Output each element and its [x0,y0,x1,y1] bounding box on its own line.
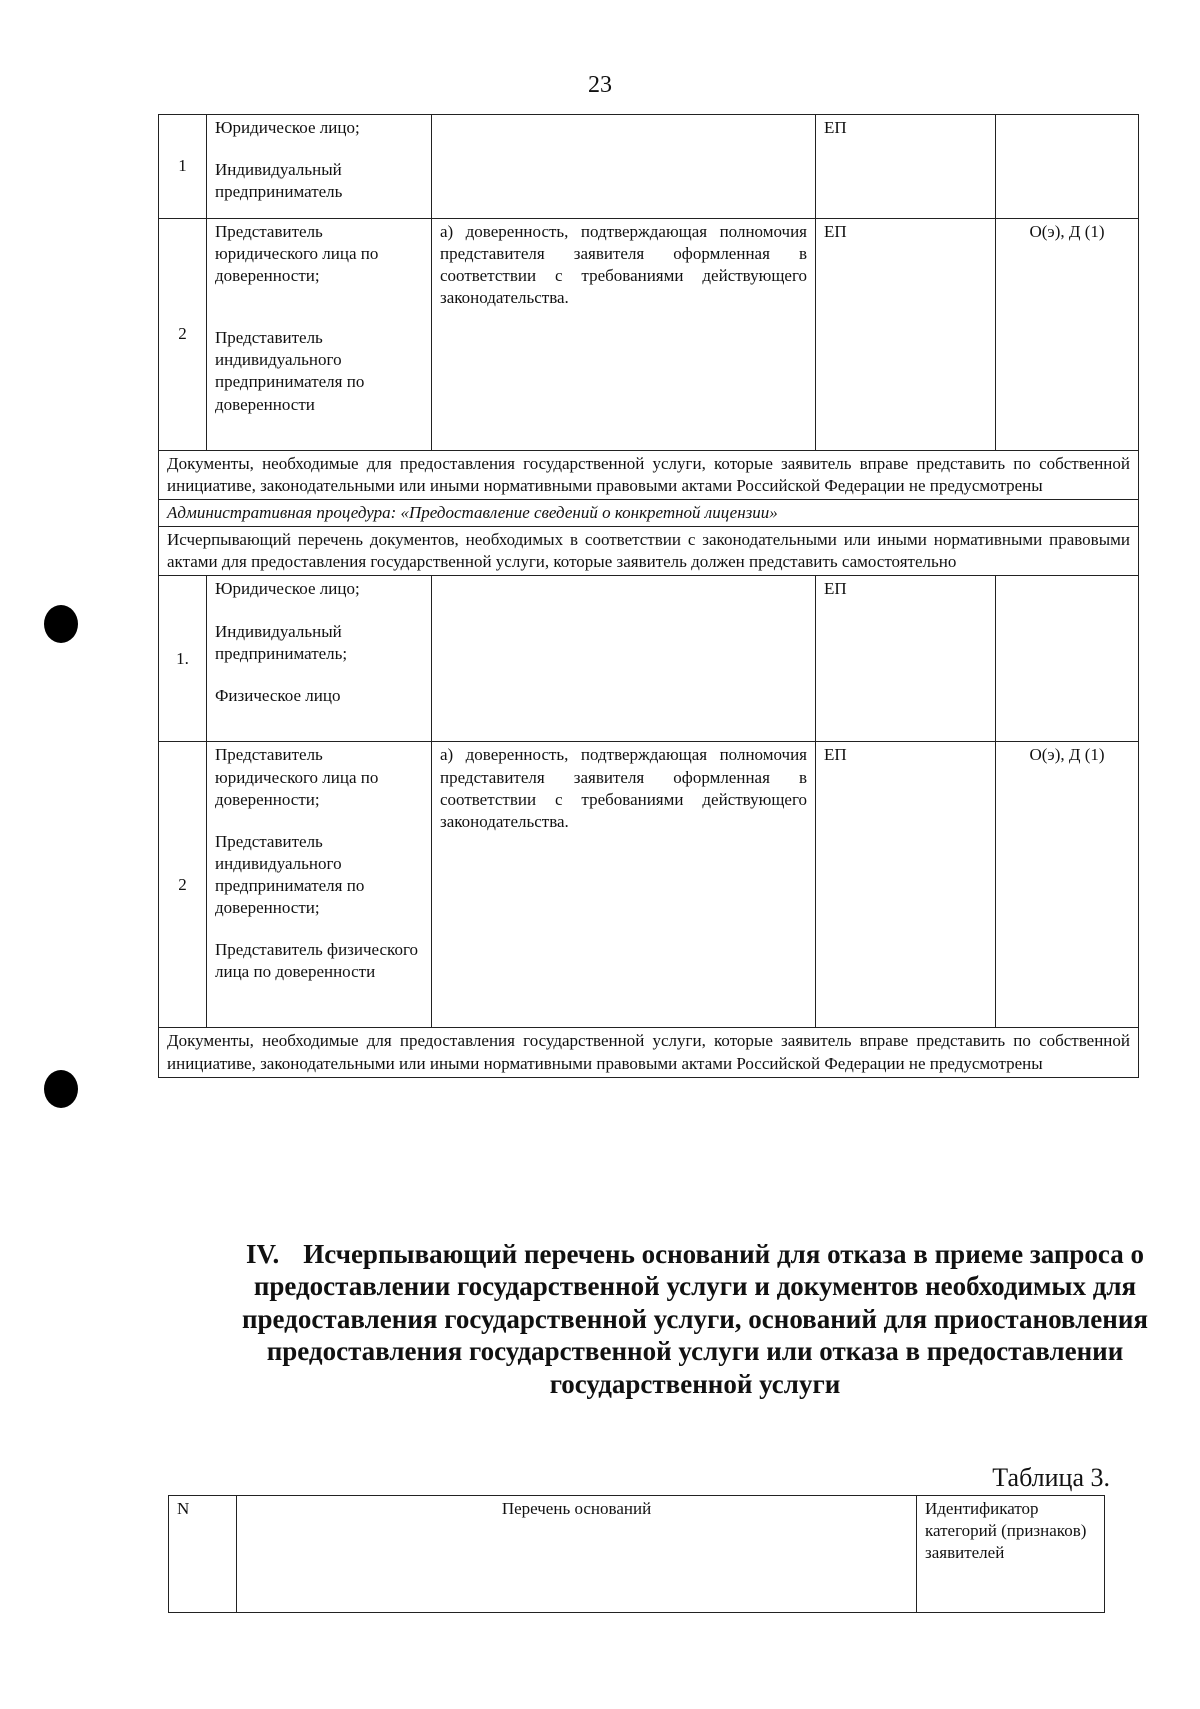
form-cell: ЕП [816,219,996,451]
applicant-cell [207,219,432,451]
table-row [159,115,1139,219]
refusal-grounds-table [168,1495,1105,1613]
applicant-cell [207,115,432,219]
applicant-text: Физическое лицо [215,685,341,705]
table-row [159,576,1139,742]
applicant-text: Представитель индивидуального предпринимателя по доверенности; [215,831,365,918]
code-cell: О(э), Д (1) [996,742,1139,1028]
optional-docs-note: Документы, необходимые для предоставления государственной услуги, которые заявитель вправе представить по собственной инициативе, законодательными или иными нормативными правовыми актами Российской Федерации не предусмотрены [159,451,1139,500]
header-cell: N [169,1496,237,1613]
applicant-text: Индивидуальный предприниматель; [215,621,348,663]
applicant-documents-table [158,114,1139,1078]
row-number: 2 [159,742,207,1028]
applicant-text: Представитель юридического лица по доверенности; [215,745,379,809]
punch-hole-top [44,605,78,643]
row-number: 1. [159,576,207,742]
documents-cell [432,576,816,742]
applicant-text: Представитель индивидуального предпринимателя по доверенности [215,328,365,414]
form-cell: ЕП [816,576,996,742]
table-row [159,500,1139,527]
documents-cell [432,115,816,219]
row-number: 1 [159,115,207,219]
table-caption: Таблица 3. [992,1463,1110,1492]
applicant-text: Юридическое лицо; [215,579,360,599]
section-heading [240,1238,1150,1400]
table-row [159,742,1139,1028]
table-header-row [169,1496,1105,1613]
applicant-text: Представитель физического лица по доверенности [215,940,418,982]
applicant-text: Представитель юридического лица по доверенности; [215,222,379,286]
code-cell [996,576,1139,742]
optional-docs-note: Документы, необходимые для предоставления государственной услуги, которые заявитель вправе представить по собственной инициативе, законодательными или иными нормативными правовыми актами Российской Федерации не предусмотрены [159,1028,1139,1077]
form-cell: ЕП [816,742,996,1028]
punch-hole-bottom [44,1070,78,1108]
header-cell: Перечень оснований [237,1496,917,1613]
table-row [159,1028,1139,1077]
header-cell: Идентификатор категорий (признаков) заявителей [917,1496,1105,1613]
applicant-cell [207,576,432,742]
row-number: 2 [159,219,207,451]
applicant-text: Индивидуальный предприниматель [215,160,343,202]
section-heading-text: Исчерпывающий перечень оснований для отказа в приеме запроса о предоставлении государственной услуги и документов необходимых для предоставления государственной услуги, оснований для приостановления предоставления государственной услуги или отказа в предоставлении государственной услуги [241,1239,1148,1399]
page-number: 23 [588,72,612,98]
documents-cell: а) доверенность, подтверждающая полномочия представителя заявителя оформленная в соответствии с требованиями действующего законодательства. [432,219,816,451]
applicant-cell [207,742,432,1028]
documents-cell: а) доверенность, подтверждающая полномочия представителя заявителя оформленная в соответствии с требованиями действующего законодательства. [432,742,816,1028]
table-row [159,451,1139,500]
form-cell: ЕП [816,115,996,219]
applicant-text: Юридическое лицо; [215,118,360,137]
code-cell [996,115,1139,219]
code-cell: О(э), Д (1) [996,219,1139,451]
required-docs-heading: Исчерпывающий перечень документов, необходимых в соответствии с законодательными или иными нормативными правовыми актами для предоставления государственной услуги, которые заявитель должен представить самостоятельно [159,527,1139,576]
section-roman-numeral: IV. [245,1239,280,1269]
procedure-title: Административная процедура: «Предоставление сведений о конкретной лицензии» [159,500,1139,527]
table-row [159,219,1139,451]
table-row [159,527,1139,576]
